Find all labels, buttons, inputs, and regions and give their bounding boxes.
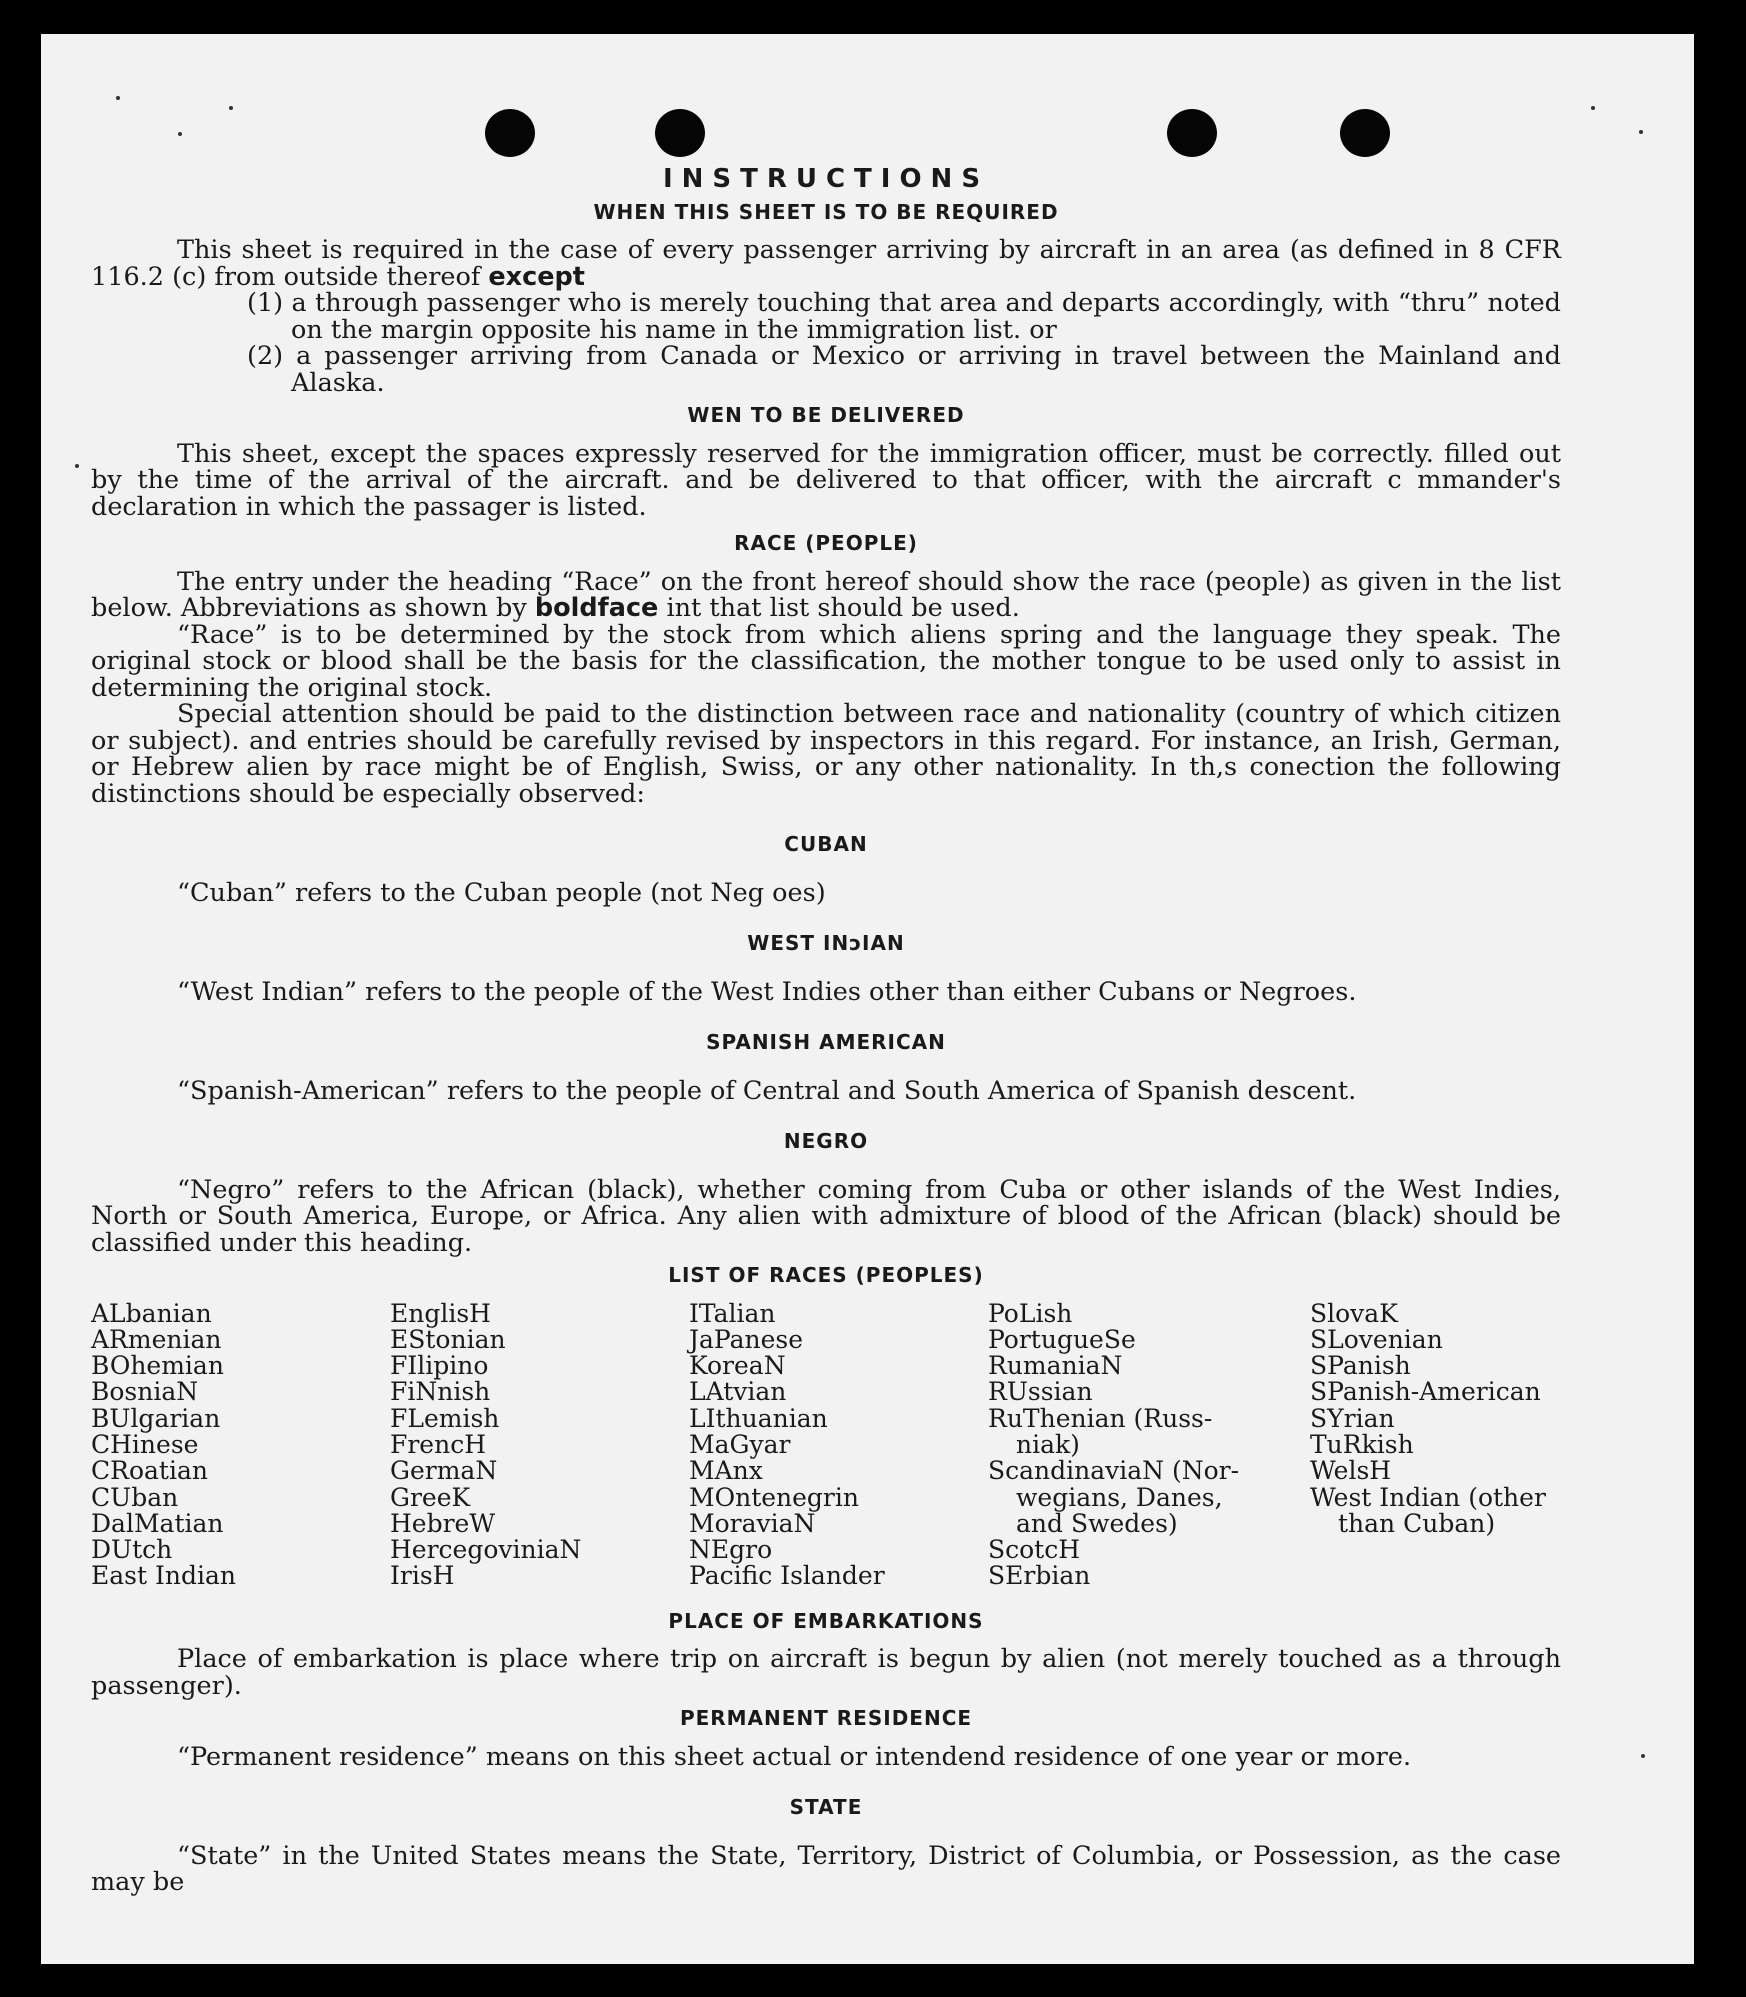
race-item: ARmenian [91,1324,222,1354]
ink-speck [229,106,233,110]
heading-state: STATE [789,1795,863,1820]
race-item: RUssian [988,1377,1093,1407]
race-item: NEgro [689,1535,773,1565]
required-item-1: (1) a through passenger who is merely touching that area and departs accordingly, with “thru” noted on the margin opposite his name in the immigration list. or [247,288,1561,345]
heading-west-indian: WEST INɔIAN [747,931,905,955]
race-item: CUban [91,1482,179,1512]
races-column-5 [1310,1298,1561,1590]
race-item: FrencH [390,1429,486,1459]
heading-negro: NEGRO [783,1129,869,1153]
heading-race: RACE (PEOPLE) [734,531,918,555]
races-column-1 [91,1298,390,1591]
heading-spanish-american: SPANISH AMERICAN [706,1030,946,1054]
negro-text: “Negro” refers to the African (black), whether coming from Cuba or other islands of the West Indies, North or South America, Europe, or Africa. Any alien with admixture of blood of the African (black) should be classified under this heading. [91,1174,1561,1258]
punch-hole [1167,109,1217,157]
heading-cuban: CUBAN [784,832,868,856]
race-item: HebreW [390,1508,496,1538]
ink-speck [1591,106,1595,110]
spanish-american-text: “Spanish-American” refers to the people of Central and South America of Spanish descent. [177,1075,1357,1106]
race-item: JaPanese [689,1324,804,1354]
race-paragraph-3: Special attention should be paid to the distinction between race and nationality (country of which citizen or subject). and entries should be carefully revised by inspectors in this regard. For instance, an Irish, German, or Hebrew alien by race might be of English, Swiss, or any other nationality. In th,s conection the following distinctions should be especially observed: [91,699,1561,809]
races-column-3 [689,1298,988,1591]
races-column-2 [390,1298,689,1591]
race-item: LAtvian [689,1377,787,1407]
race-item: DUtch [91,1535,173,1565]
race-item: ALbanian [91,1298,212,1328]
required-intro-text: This sheet is required in the case of every passenger arriving by aircraft in an area (as defined in 8 CFR 116.2 (c) from outside thereof [91,235,1561,292]
race-item: BosniaN [91,1377,199,1407]
race-item: SLovenian [1310,1324,1443,1354]
race-p1-tail: int that list should be used. [666,593,1020,623]
race-paragraph-2: “Race” is to be determined by the stock from which aliens spring and the language they speak. The original stock or blood shall be the basis for the classification, the mother tongue to be used only to assist in determining the original stock. [91,619,1561,703]
punch-hole [1340,109,1390,157]
race-paragraph-1 [91,566,1561,623]
race-item: LIthuanian [689,1403,828,1433]
race-item: EStonian [390,1324,506,1354]
race-item: WelsH [1310,1456,1392,1486]
race-item-continuation: niak) [1016,1429,1080,1459]
race-item: BUlgarian [91,1403,221,1433]
race-item: SPanish-American [1310,1377,1541,1407]
race-item: PoLish [988,1298,1073,1328]
race-item: RuThenian (Russ- [988,1403,1213,1433]
permanent-residence-text: “Permanent residence” means on this sheet actual or intendend residence of one year or more. [177,1741,1412,1772]
race-item-continuation: than Cuban) [1338,1508,1496,1538]
west-indian-text: “West Indian” refers to the people of the West Indies other than either Cubans or Negroes. [177,976,1357,1007]
instructions-body [91,166,1561,1896]
races-column-4 [988,1298,1310,1591]
race-item: ITalian [689,1298,776,1328]
required-intro [91,237,1561,290]
embarkation-text: Place of embarkation is place where trip on aircraft is begun by alien (not merely touched as a through passenger). [91,1644,1561,1701]
cuban-text: “Cuban” refers to the Cuban people (not Neg oes) [177,877,826,908]
race-item: GreeK [390,1482,471,1512]
race-item: FiNnish [390,1377,491,1407]
required-item-2: (2) a passenger arriving from Canada or Mexico or arriving in travel between the Mainland and Alaska. [247,341,1561,398]
race-item: KoreaN [689,1351,786,1381]
ink-speck [1641,1754,1645,1758]
race-item: BOhemian [91,1351,224,1381]
race-item: MAnx [689,1456,763,1486]
heading-required: WHEN THIS SHEET IS TO BE REQUIRED [593,199,1059,224]
race-item: FLemish [390,1403,500,1433]
heading-permanent-residence: PERMANENT RESIDENCE [679,1706,973,1731]
race-item: West Indian (other [1310,1482,1546,1512]
race-item: ScandinaviaN (Nor- [988,1456,1240,1486]
race-p1-lead: The entry under the heading “Race” on the front hereof should show the race (people) as given in the list below. Abbreviations as shown by [91,566,1561,623]
boldface-word: boldface [534,593,659,623]
race-item: DalMatian [91,1508,224,1538]
race-item: MOntenegrin [689,1482,859,1512]
document-page [41,34,1694,1964]
race-item: RumaniaN [988,1351,1123,1381]
heading-delivered: WEN TO BE DELIVERED [687,403,965,427]
delivered-text: This sheet, except the spaces expressly reserved for the immigration officer, must be correctly. filled out by the time of the arrival of the aircraft. and be delivered to that officer, with the aircraft c mmander's declaration in which the passager is listed. [91,438,1561,522]
race-item: ScotcH [988,1535,1081,1565]
heading-list-of-races: LIST OF RACES (PEOPLES) [668,1263,984,1287]
races-list [91,1298,1561,1591]
ink-speck [75,464,79,468]
ink-speck [178,132,182,136]
race-item: SlovaK [1310,1298,1398,1328]
race-item-continuation: wegians, Danes, [1016,1482,1223,1512]
race-item: SErbian [988,1561,1091,1591]
race-item: EnglisH [390,1298,491,1328]
race-item: East Indian [91,1561,236,1591]
race-item: SYrian [1310,1403,1395,1433]
race-item: IrisH [390,1561,455,1591]
race-item: MoraviaN [689,1508,816,1538]
race-item: PortugueSe [988,1324,1136,1354]
state-text: “State” in the United States means the State, Territory, District of Columbia, or Possession, as the case may be [91,1840,1561,1898]
race-item: MaGyar [689,1429,791,1459]
race-item: CHinese [91,1429,199,1459]
punch-hole [485,109,535,157]
race-item: Pacific Islander [689,1561,885,1591]
race-item: GermaN [390,1456,498,1486]
ink-speck [1639,130,1643,134]
race-item: HercegoviniaN [390,1535,582,1565]
race-item: SPanish [1310,1351,1411,1381]
page-title: INSTRUCTIONS [662,164,990,194]
race-item: CRoatian [91,1456,208,1486]
punch-hole [655,109,705,157]
except-bold: except [488,261,585,292]
race-item: TuRkish [1310,1429,1414,1459]
race-item-continuation: and Swedes) [1016,1508,1178,1538]
race-item: FIlipino [390,1351,489,1381]
ink-speck [116,96,120,100]
heading-embarkation: PLACE OF EMBARKATIONS [668,1608,984,1633]
